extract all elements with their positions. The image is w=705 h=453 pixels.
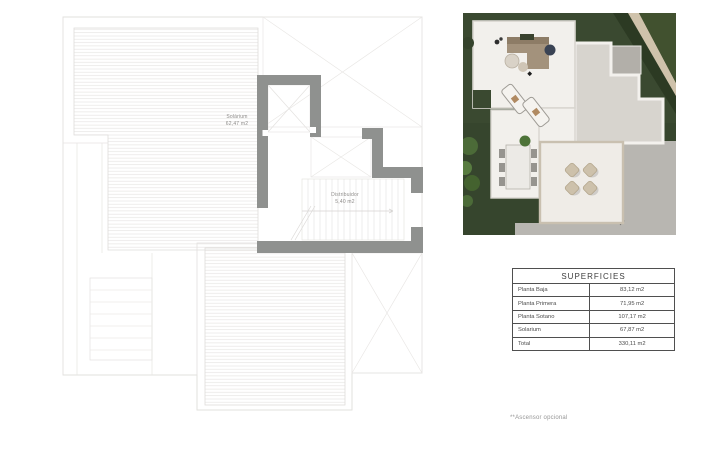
row-value: 67,87 m2 [620,327,645,334]
row-value: 330,11 m2 [618,340,646,347]
floor-plan-figure [55,8,435,420]
room-label-solarium [205,114,269,128]
row-label: Planta Primera [513,297,590,309]
table-row [513,338,674,350]
table-row [513,324,674,337]
floor-plan-drawing [55,8,435,420]
room-name: Distribuidor [331,192,359,198]
elevator-footnote: **Ascensor opcional [510,415,568,421]
aerial-render-photo [463,13,676,235]
row-label: Total [513,338,590,350]
table-row [513,297,674,310]
row-label: Planta Baja [513,284,590,296]
surfaces-table-title: SUPERFICIES [513,269,674,284]
surfaces-table [512,268,675,351]
room-area: 5,40 m2 [335,199,355,205]
room-area: 62,47 m2 [225,121,249,127]
room-label-distribuidor [313,192,377,206]
aerial-render-svg [463,13,676,235]
recessed-roof [611,46,641,74]
row-value: 107,17 m2 [618,313,646,320]
row-value: 71,95 m2 [620,300,645,307]
table-row [513,284,674,297]
room-name: Solárium [226,114,248,120]
row-label: Solarium [513,324,590,336]
row-value: 83,12 m2 [620,287,645,294]
row-label: Planta Sotano [513,311,590,323]
table-row [513,311,674,324]
